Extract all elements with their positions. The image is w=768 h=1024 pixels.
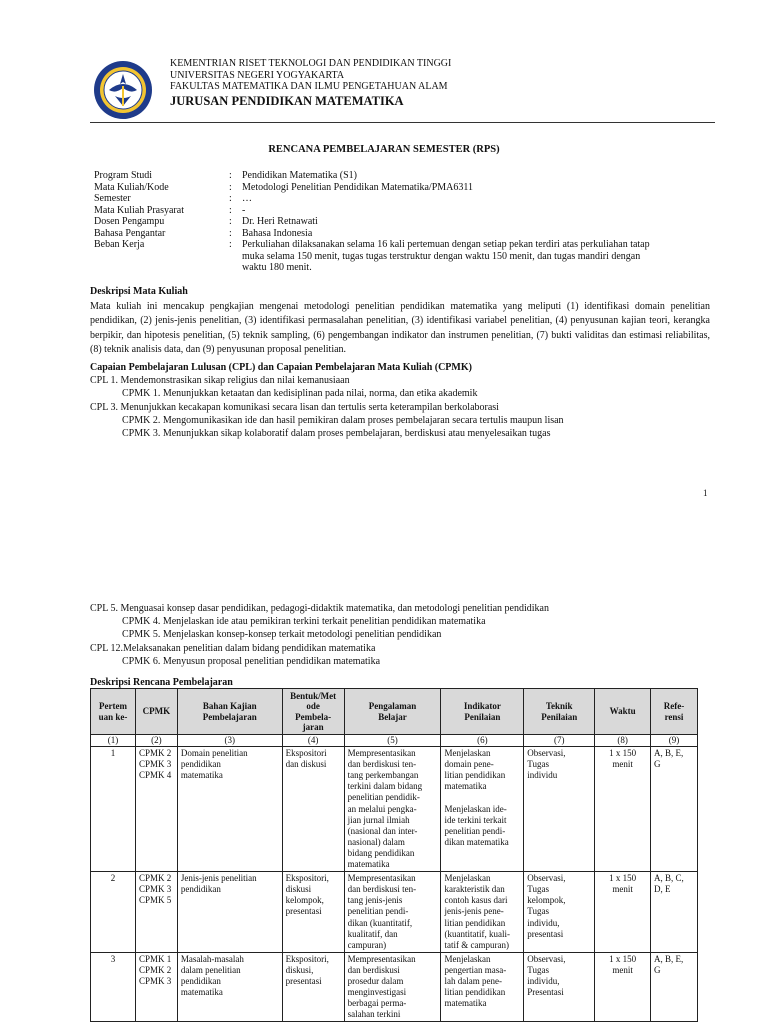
table-header-row — [91, 689, 698, 735]
column-header: Teknik Penilaian — [524, 689, 595, 735]
cpmk-item: CPMK 6. Menyusun proposal penelitian pendidikan matematika — [122, 655, 381, 667]
description-text: Mata kuliah ini mencakup pengkajian mengenai metodologi penelitian pendidikan matematika yang meliputi (1) identifikasi domain penelitian pendidikan, (2) jenis-jenis penelitian, (3) identifikasi permasalahan penelitian, (3) identifikasi variabel penelitian, (4) penyusunan kajian teori, kerangka berpikir, dan hipotesis penelitian, (5) teknik sampling, (6) pengembangan indikator dan instrumen penelitian, (7) bukti validitas dan estimasi reliabilitas, (8) teknik analisis data, dan (9) penyusunan proposal penelitian. — [90, 300, 710, 355]
info-value: Bahasa Indonesia — [242, 227, 313, 239]
table-cell: Menjelaskan pengertian masa- lah dalam pene- litian pendidikan matematika — [441, 952, 524, 1022]
column-number: (2) — [135, 735, 177, 747]
column-header: Bahan Kajian Pembelajaran — [177, 689, 282, 735]
table-row — [91, 747, 698, 872]
header-line-faculty: FAKULTAS MATEMATIKA DAN ILMU PENGETAHUAN ALAM — [170, 81, 448, 92]
info-value: - — [242, 204, 246, 216]
table-cell: A, B, E, G — [651, 747, 698, 872]
university-seal-icon — [93, 60, 153, 120]
info-row — [94, 216, 667, 228]
info-label: Mata Kuliah Prasyarat — [94, 204, 184, 216]
column-number: (3) — [177, 735, 282, 747]
institution-header — [170, 58, 451, 110]
table-cell: Observasi, Tugas kelompok, Tugas individu, presentasi — [524, 872, 595, 953]
table-cell: 3 — [91, 952, 136, 1022]
cpl-item: CPL 1. Mendemonstrasikan sikap religius dan nilai kemanusiaan — [90, 375, 350, 387]
info-separator: : — [229, 216, 232, 227]
page-number: 1 — [703, 488, 708, 498]
table-cell: CPMK 2 CPMK 3 CPMK 4 — [135, 747, 177, 872]
table-cell: Ekspositori, diskusi, presentasi — [282, 952, 344, 1022]
table-cell: A, B, E, G — [651, 952, 698, 1022]
table-cell: CPMK 2 CPMK 3 CPMK 5 — [135, 872, 177, 953]
column-number: (1) — [91, 735, 136, 747]
info-label: Bahasa Pengantar — [94, 227, 166, 239]
column-header: Refe- rensi — [651, 689, 698, 735]
info-row — [94, 239, 667, 274]
info-label: Semester — [94, 193, 131, 204]
table-cell: Observasi, Tugas individu — [524, 747, 595, 872]
info-label: Mata Kuliah/Kode — [94, 181, 169, 193]
table-cell: Mempresentasikan dan berdiskusi ten- tang perkembangan terkini dalam bidang penelitian pendidik- an melalui pengka- jian jurnal ilmiah (nasional dan inter- nasional) dalam bidang pendidikan matematika — [344, 747, 441, 872]
column-number: (8) — [595, 735, 651, 747]
column-header: Indikator Penilaian — [441, 689, 524, 735]
info-separator: : — [229, 239, 232, 250]
info-separator: : — [229, 204, 232, 216]
info-row — [94, 170, 667, 182]
column-header: Bentuk/Met ode Pembela- jaran — [282, 689, 344, 735]
info-row — [94, 205, 667, 217]
column-header: Pengalaman Belajar — [344, 689, 441, 735]
info-value: Perkuliahan dilaksanakan selama 16 kali pertemuan dengan setiap pekan terdiri atas perkuliahan tatap muka selama 150 menit, tugas tugas terstruktur dengan waktu 150 menit, dan tugas mandiri dengan waktu 180 menit. — [242, 239, 650, 273]
plan-heading: Deskripsi Rencana Pembelajaran — [90, 677, 233, 688]
column-header: Waktu — [595, 689, 651, 735]
column-number: (9) — [651, 735, 698, 747]
table-cell: 1 x 150 menit — [595, 872, 651, 953]
info-label: Dosen Pengampu — [94, 216, 165, 227]
header-line-university: UNIVERSITAS NEGERI YOGYAKARTA — [170, 69, 345, 81]
learning-outcomes — [90, 361, 564, 440]
table-cell: 1 x 150 menit — [595, 952, 651, 1022]
info-label: Program Studi — [94, 170, 153, 181]
table-cell: Masalah-masalah dalam penelitian pendidikan matematika — [177, 952, 282, 1022]
cpmk-item: CPMK 1. Menunjukkan ketaatan dan kedisiplinan pada nilai, norma, dan etika akademik — [122, 388, 478, 400]
course-description — [90, 285, 710, 358]
info-value: Dr. Heri Retnawati — [242, 216, 318, 227]
info-row — [94, 182, 667, 194]
info-value: Pendidikan Matematika (S1) — [242, 170, 357, 181]
table-cell: 1 — [91, 747, 136, 872]
info-separator: : — [229, 170, 232, 181]
info-label: Beban Kerja — [94, 239, 145, 250]
info-separator: : — [229, 227, 232, 239]
column-number: (6) — [441, 735, 524, 747]
table-cell: Menjelaskan karakteristik dan contoh kasus dari jenis-jenis pene- litian pendidikan (kuantitatif, kuali- tatif & campuran) — [441, 872, 524, 953]
table-cell: Mempresentasikan dan berdiskusi ten- tang jenis-jenis penelitian pendi- dikan (kuantitatif, kualitatif, dan campuran) — [344, 872, 441, 953]
info-value: … — [242, 193, 252, 204]
cpmk-item: CPMK 3. Menunjukkan sikap kolaboratif dalam proses pembelajaran, berdiskusi atau menyelesaikan tugas — [122, 428, 551, 440]
document-title: RENCANA PEMBELAJARAN SEMESTER (RPS) — [268, 144, 500, 155]
header-line-ministry: KEMENTRIAN RISET TEKNOLOGI DAN PENDIDIKAN TINGGI — [170, 58, 452, 69]
column-header: CPMK — [135, 689, 177, 735]
table-row — [91, 872, 698, 953]
learning-outcomes-continued — [90, 602, 549, 668]
info-separator: : — [229, 181, 232, 193]
cpmk-item: CPMK 2. Mengomunikasikan ide dan hasil pemikiran dalam proses pembelajaran secara tertulis maupun lisan — [122, 414, 564, 426]
header-divider — [90, 122, 715, 123]
column-header: Pertem uan ke- — [91, 689, 136, 735]
column-number: (7) — [524, 735, 595, 747]
cpmk-item: CPMK 5. Menjelaskan konsep-konsep terkait metodologi penelitian pendidikan — [122, 629, 442, 641]
course-info — [94, 170, 667, 274]
info-row — [94, 193, 667, 205]
table-row — [91, 952, 698, 1022]
table-cell: Mempresentasikan dan berdiskusi prosedur dalam menginvestigasi berbagai perma- salahan terkini — [344, 952, 441, 1022]
cpl-item: CPL 12.Melaksanakan penelitian dalam bidang pendidikan matematika — [90, 642, 376, 654]
column-number: (4) — [282, 735, 344, 747]
outcomes-heading: Capaian Pembelajaran Lulusan (CPL) dan Capaian Pembelajaran Mata Kuliah (CPMK) — [90, 362, 472, 373]
table-cell: 1 x 150 menit — [595, 747, 651, 872]
info-separator: : — [229, 193, 232, 204]
table-cell: 2 — [91, 872, 136, 953]
learning-plan-table — [90, 688, 698, 1022]
cpmk-item: CPMK 4. Menjelaskan ide atau pemikiran terkini terkait penelitian pendidikan matematika — [122, 616, 486, 628]
table-cell: A, B, C, D, E — [651, 872, 698, 953]
cpl-item: CPL 5. Menguasai konsep dasar pendidikan, pedagogi-didaktik matematika, dan metodologi penelitian pendidikan — [90, 603, 549, 614]
table-cell: Observasi, Tugas individu, Presentasi — [524, 952, 595, 1022]
table-cell: Menjelaskan domain pene- litian pendidikan matematika Menjelaskan ide- ide terkini terkait penelitian pendi- dikan matematika — [441, 747, 524, 872]
info-row — [94, 228, 667, 240]
table-cell: Ekspositori, diskusi kelompok, presentasi — [282, 872, 344, 953]
table-cell: Domain penelitian pendidikan matematika — [177, 747, 282, 872]
column-number: (5) — [344, 735, 441, 747]
department-name: JURUSAN PENDIDIKAN MATEMATIKA — [170, 93, 404, 108]
table-cell: Ekspositori dan diskusi — [282, 747, 344, 872]
table-number-row — [91, 735, 698, 747]
table-cell: Jenis-jenis penelitian pendidikan — [177, 872, 282, 953]
cpl-item: CPL 3. Menunjukkan kecakapan komunikasi secara lisan dan tertulis serta keterampilan berkolaborasi — [90, 401, 499, 413]
info-value: Metodologi Penelitian Pendidikan Matematika/PMA6311 — [242, 181, 473, 193]
description-heading: Deskripsi Mata Kuliah — [90, 286, 188, 297]
table-cell: CPMK 1 CPMK 2 CPMK 3 — [135, 952, 177, 1022]
